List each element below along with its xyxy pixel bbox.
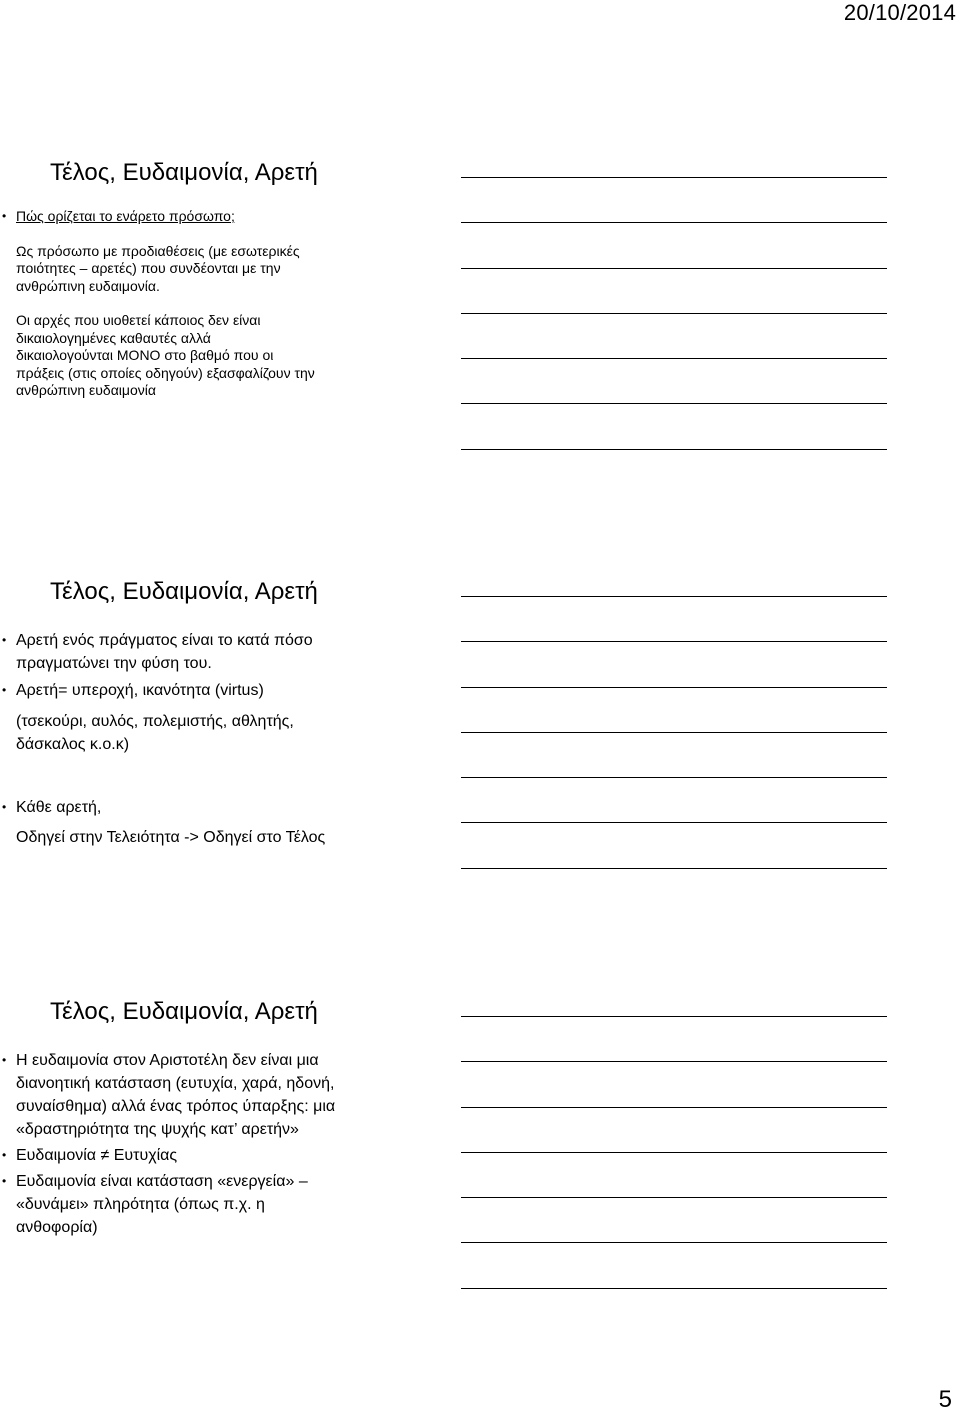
text-line: Οι αρχές που υιοθετεί κάποιος δεν είναι (16, 312, 261, 328)
spacer (16, 226, 436, 243)
text-line: Η ευδαιμονία στον Αριστοτέλη δεν είναι μια (16, 1052, 319, 1069)
note-line (461, 1016, 887, 1017)
text-line: (τσεκούρι, αυλός, πολεμιστής, αθλητής, (16, 713, 294, 730)
text-line: ανθρώπινη ευδαιμονία (16, 382, 156, 398)
text-line: Οδηγεί στην Τελειότητα -> Οδηγεί στο Τέλος (16, 829, 326, 846)
slide-2-bullet-2 (2, 679, 436, 702)
text-line: δάσκαλος κ.ο.κ) (16, 736, 130, 753)
note-line (461, 777, 887, 778)
note-line (461, 641, 887, 642)
slide-1-title: Τέλος, Ευδαιμονία, Αρετή (50, 159, 318, 186)
note-line (461, 268, 887, 269)
note-line (461, 1107, 887, 1108)
text-line: Ως πρόσωπο με προδιαθέσεις (με εσωτερικές (16, 242, 300, 259)
note-line (461, 1288, 887, 1289)
note-line (461, 222, 887, 223)
note-line (461, 358, 887, 359)
slide-2-title: Τέλος, Ευδαιμονία, Αρετή (50, 578, 318, 605)
note-line (461, 449, 887, 450)
text-line: συναίσθημα) αλλά ένας τρόπος ύπαρξης: μια (16, 1098, 336, 1115)
text-line: ανθρώπινη ευδαιμονία. (16, 277, 160, 294)
slide-1-body (2, 208, 436, 400)
bullet-glyph: • (2, 1174, 7, 1188)
note-line (461, 313, 887, 314)
slide-1-paragraph-2 (16, 312, 436, 400)
bullet-glyph: • (2, 683, 7, 697)
note-line (461, 1152, 887, 1153)
spacer (16, 295, 436, 312)
text-line: πράξεις (στις οποίες οδηγούν) εξασφαλίζουν την (16, 364, 315, 381)
slide-3-title: Τέλος, Ευδαιμονία, Αρετή (50, 998, 318, 1025)
text-line: Ευδαιμονία είναι κατάσταση «ενεργεία» – (16, 1173, 308, 1190)
slide-3-body (2, 1049, 436, 1239)
note-line (461, 596, 887, 597)
note-line (461, 1197, 887, 1198)
text-line: «δραστηριότητα της ψυχής κατ’ αρετήν» (16, 1121, 299, 1138)
bullet-glyph: • (2, 800, 7, 814)
bullet-glyph: • (2, 1053, 7, 1067)
slide-2-body (2, 629, 436, 849)
bullet-glyph: • (2, 209, 7, 223)
slide-2-bullet-1 (2, 629, 436, 675)
slide-3-bullet-2 (2, 1144, 436, 1167)
page-date: 20/10/2014 (843, 0, 956, 25)
slide-1-bullet-1-text: Πώς ορίζεται το ενάρετο πρόσωπο; (16, 208, 235, 224)
slide-3-bullet-3 (2, 1170, 436, 1239)
slide-3-bullet-2-text: Ευδαιμονία ≠ Ευτυχίας (16, 1147, 178, 1164)
note-line (461, 732, 887, 733)
slide-2-bullet-3-text: Κάθε αρετή, (16, 799, 102, 816)
bullet-glyph: • (2, 1148, 7, 1162)
note-line (461, 687, 887, 688)
note-line (461, 1061, 887, 1062)
slide-1-paragraph-1 (16, 243, 436, 296)
page-number: 5 (938, 1386, 952, 1413)
note-line (461, 868, 887, 869)
slide-2-bullet-3-sub (16, 826, 436, 849)
slide-3-bullet-1 (2, 1049, 436, 1141)
text-line: ποιότητες – αρετές) που συνδέονται με την (16, 260, 281, 276)
text-line: δικαιολογημένες καθαυτές αλλά (16, 329, 211, 346)
text-line: ανθοφορία) (16, 1219, 98, 1236)
text-line: πραγματώνει την φύση του. (16, 655, 212, 672)
note-line (461, 177, 887, 178)
text-line: δικαιολογούνται ΜΟΝΟ στο βαθμό που οι (16, 347, 274, 363)
slide-2-bullet-2-sub (16, 710, 436, 756)
note-line (461, 1242, 887, 1243)
note-line (461, 403, 887, 404)
bullet-glyph: • (2, 633, 7, 647)
text-line: «δυνάμει» πληρότητα (όπως π.χ. η (16, 1196, 265, 1213)
text-line: Αρετή ενός πράγματος είναι το κατά πόσο (16, 632, 313, 649)
note-line (461, 822, 887, 823)
text-line: διανοητική κατάσταση (ευτυχία, χαρά, ηδονή, (16, 1075, 335, 1092)
slide-2-bullet-3 (2, 796, 436, 819)
slide-1-bullet-1 (2, 208, 436, 226)
slide-2-bullet-2-text: Αρετή= υπεροχή, ικανότητα (virtus) (16, 682, 264, 699)
